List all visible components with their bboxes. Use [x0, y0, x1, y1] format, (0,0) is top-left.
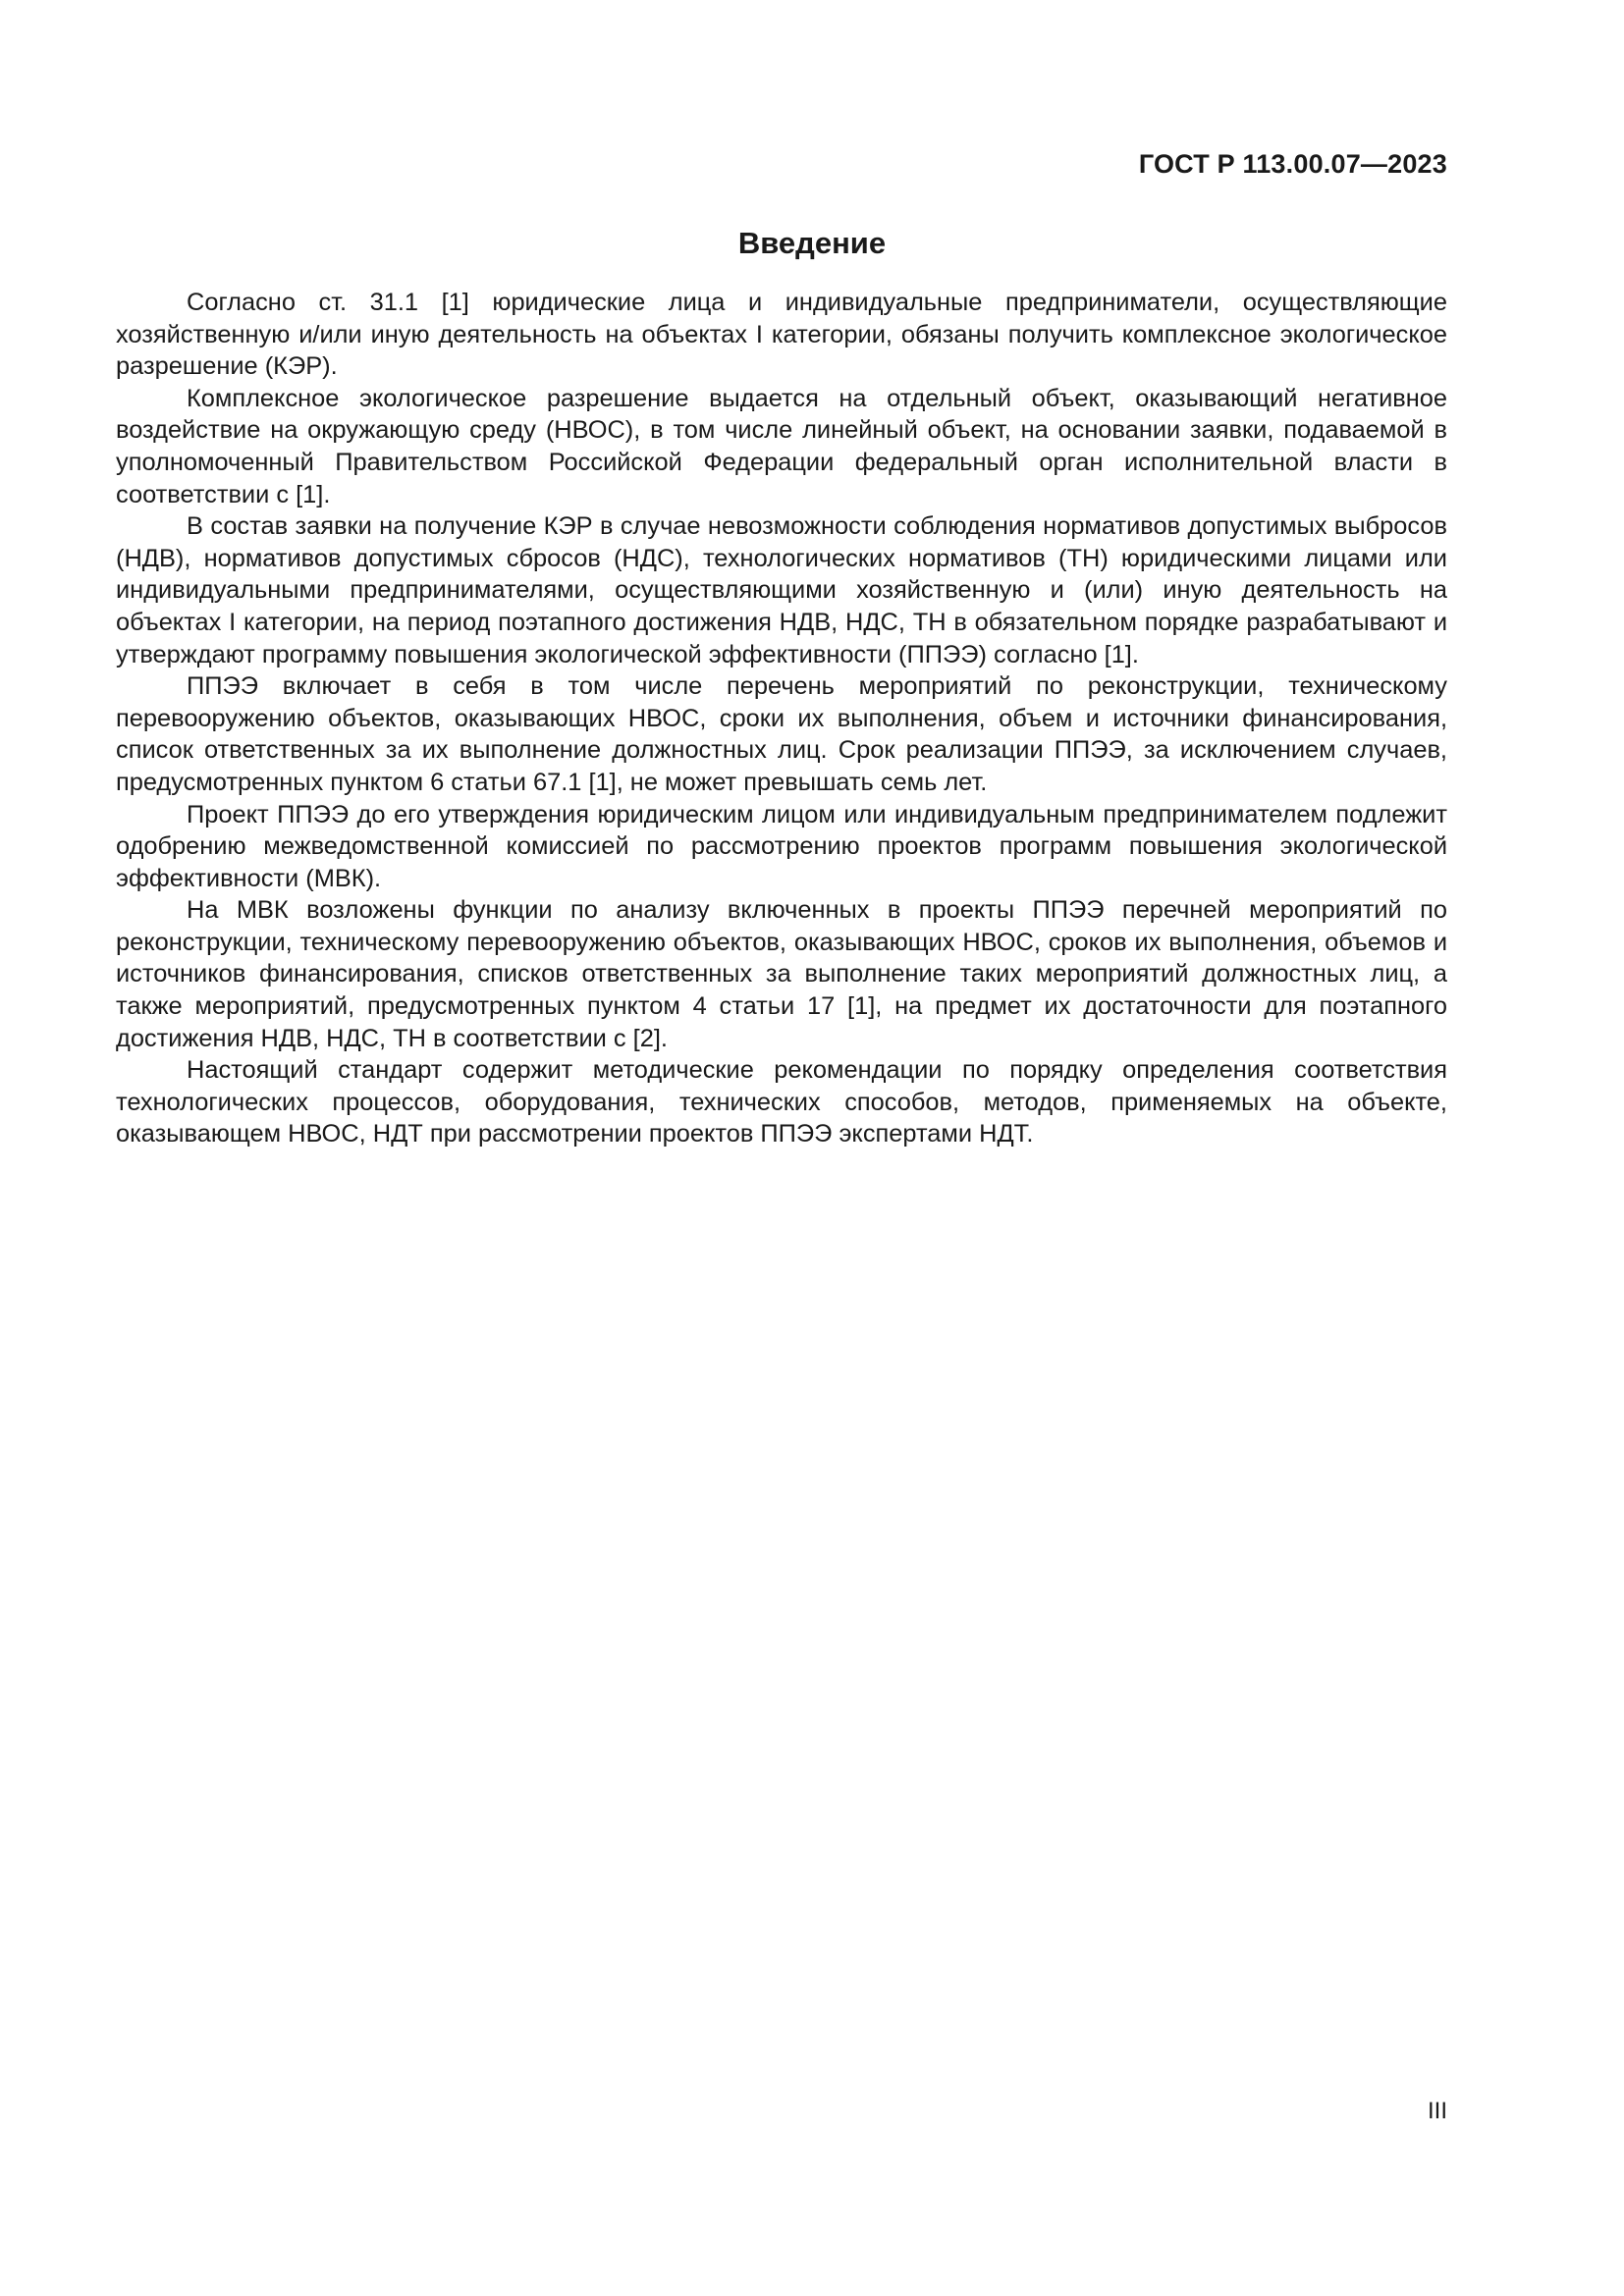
- introduction-body: [116, 287, 1447, 1150]
- paragraph: Проект ППЭЭ до его утверждения юридическим лицом или индивидуальным предпринимателем подлежит одобрению межведомственной комиссией по рассмотрению проектов программ повышения экологической эффективности (МВК).: [116, 800, 1447, 892]
- document-code: ГОСТ Р 113.00.07—2023: [1138, 149, 1447, 179]
- section-title: Введение: [737, 226, 887, 260]
- paragraph: Комплексное экологическое разрешение выдается на отдельный объект, оказывающий негативное воздействие на окружающую среду (НВОС), в том числе линейный объект, на основании заявки, подаваемой в уполномоченный Правительством Российской Федерации федеральный орган исполнительной власти в соответствии с [1].: [116, 384, 1447, 508]
- paragraph: Согласно ст. 31.1 [1] юридические лица и индивидуальные предприниматели, осуществляющие хозяйственную и/или иную деятельность на объектах I категории, обязаны получить комплексное экологическое разрешение (КЭР).: [116, 289, 1447, 381]
- paragraph: В состав заявки на получение КЭР в случае невозможности соблюдения нормативов допустимых выбросов (НДВ), нормативов допустимых сбросов (НДС), технологических нормативов (ТН) юридическими лицами или индивидуальными предпринимателями, осуществляющими хозяйственную и (или) иную деятельность на объектах I категории, на период поэтапного достижения НДВ, НДС, ТН в обязательном порядке разрабатывают и утверждают программу повышения экологической эффективности (ППЭЭ) согласно [1].: [116, 512, 1447, 668]
- paragraph: Настоящий стандарт содержит методические рекомендации по порядку определения соответствия технологических процессов, оборудования, технических способов, методов, применяемых на объекте, оказывающем НВОС, НДТ при рассмотрении проектов ППЭЭ экспертами НДТ.: [116, 1056, 1447, 1148]
- page-number: III: [1427, 2098, 1447, 2124]
- paragraph: На МВК возложены функции по анализу включенных в проекты ППЭЭ перечней мероприятий по реконструкции, техническому перевооружению объектов, оказывающих НВОС, сроков их выполнения, объемов и источников финансирования, списков ответственных за выполнение таких мероприятий должностных лиц, а также мероприятий, предусмотренных пунктом 4 статьи 17 [1], на предмет их достаточности для поэтапного достижения НДВ, НДС, ТН в соответствии с [2].: [116, 896, 1447, 1052]
- paragraph: ППЭЭ включает в себя в том числе перечень мероприятий по реконструкции, техническому перевооружению объектов, оказывающих НВОС, сроки их выполнения, объем и источники финансирования, список ответственных за их выполнение должностных лиц. Срок реализации ППЭЭ, за исключением случаев, предусмотренных пунктом 6 статьи 67.1 [1], не может превышать семь лет.: [116, 672, 1447, 796]
